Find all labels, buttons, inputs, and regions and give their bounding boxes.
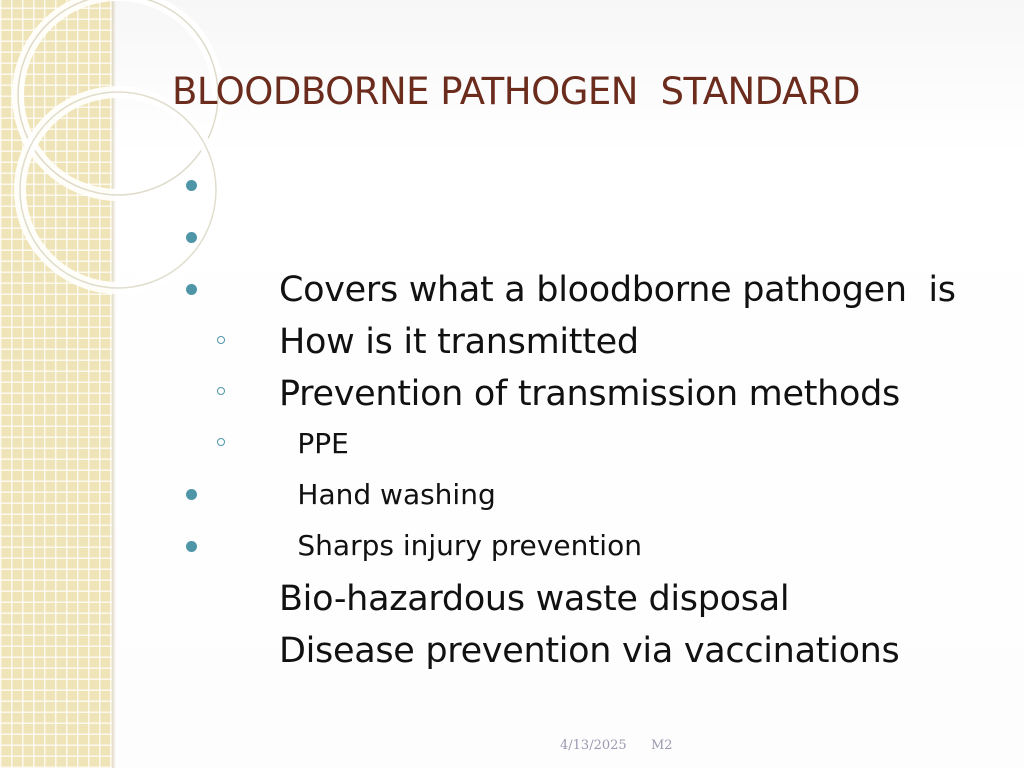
bullet-dot-icon — [186, 489, 197, 500]
sub-bullet-ring-icon — [217, 438, 225, 446]
bullet-dot-icon — [186, 284, 197, 295]
sub-bullet-ring-icon — [217, 336, 225, 344]
bullet-text: How is it transmitted — [278, 322, 639, 362]
sub-bullet-text: Hand washing — [297, 478, 496, 511]
bullet-text: Disease prevention via vaccinations — [278, 631, 900, 671]
bullet-text: Covers what a bloodborne pathogen is — [278, 270, 956, 310]
bullet-text: Bio-hazardous waste disposal — [278, 579, 790, 619]
footer-slide-code: M2 — [651, 738, 673, 753]
bullet-text: Prevention of transmission methods — [278, 374, 900, 414]
slide-title: BLOODBORNE PATHOGEN STANDARD — [172, 70, 861, 113]
sub-bullet-text: PPE — [297, 427, 349, 460]
footer-date: 4/13/2025 — [560, 738, 627, 753]
bullet-dot-icon — [186, 541, 197, 552]
sub-bullet-text: Sharps injury prevention — [297, 529, 642, 562]
list-item — [186, 160, 1006, 310]
bullet-list — [186, 160, 1006, 671]
bullet-dot-icon — [186, 232, 197, 243]
bullet-dot-icon — [186, 180, 197, 191]
sub-bullet-ring-icon — [217, 387, 225, 395]
